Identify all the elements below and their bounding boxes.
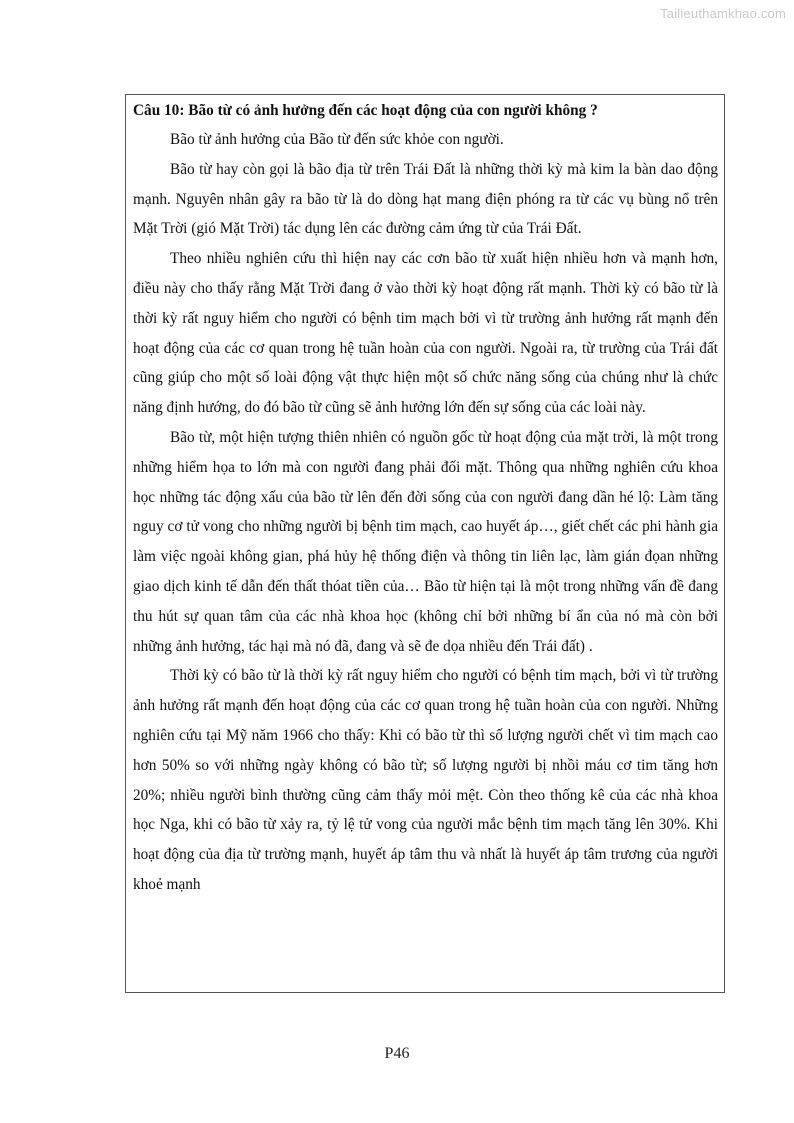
page-number: P46 xyxy=(384,1045,410,1062)
paragraph-definition: Bão từ hay còn gọi là bão địa từ trên Trái Đất là những thời kỳ mà kim la bàn dao động mạnh. Nguyên nhân gây ra bão từ là do dòng hạt mang điện phóng ra từ các vụ bùng nổ trên Mặt Trời (gió Mặt Trời) tác dụng lên các đường cảm ứng từ của Trái Đất. xyxy=(133,160,718,238)
paragraph-intro: Bão từ ảnh hưởng của Bão từ đến sức khỏe con người. xyxy=(170,131,504,148)
paragraph-hazards: Bão từ, một hiện tượng thiên nhiên có nguồn gốc từ hoạt động của mặt trời, là một trong những hiểm họa to lớn mà con người đang phải đối mặt. Thông qua những nghiên cứu khoa học những tác động xấu của bão từ lên đến đời sống của con người đang dần hé lộ: Làm tăng nguy cơ tử vong cho những người bị bệnh tim mạch, cao huyết áp…, giết chết các phi hành gia làm việc ngoài không gian, phá hủy hệ thống điện và thông tin liên lạc, làm gián đọan những giao dịch kinh tế dẫn đến thất thóat tiền của… Bão từ hiện tại là một trong những vấn đề đang thu hút sự quan tâm của các nhà khoa học (không chỉ bởi những bí ẩn của nó mà còn bởi những ảnh hưởng, tác hại mà nó đã, đang và sẽ đe dọa nhiều đến Trái đất) . xyxy=(133,428,718,655)
question-title: Câu 10: Bão từ có ảnh hưởng đến các hoạt động của con người không ? xyxy=(133,102,598,119)
watermark-text: Tailieuthamkhao.com xyxy=(660,6,786,21)
paragraph-health-statistics: Thời kỳ có bão từ là thời kỳ rất nguy hiểm cho người có bệnh tim mạch, bởi vì từ trường ảnh hưởng rất mạnh đến hoạt động của các cơ quan trong hệ tuần hoàn của con người. Những nghiên cứu tại Mỹ năm 1966 cho thấy: Khi có bão từ thì số lượng người chết vì tim mạch cao hơn 50% so với những ngày không có bão từ; số lượng người bị nhồi máu cơ tim tăng hơn 20%; nhiều người bình thường cũng cảm thấy mỏi mệt. Còn theo thống kê của các nhà khoa học Nga, khi có bão từ xảy ra, tỷ lệ tử vong của người mắc bệnh tim mạch tăng lên 30%. Khi hoạt động của địa từ trường mạnh, huyết áp tâm thu và nhất là huyết áp tâm trương của người khoẻ mạnh xyxy=(133,667,718,893)
document-content-box xyxy=(125,94,725,993)
paragraph-research: Theo nhiều nghiên cứu thì hiện nay các cơn bão từ xuất hiện nhiều hơn và mạnh hơn, điều này cho thấy rằng Mặt Trời đang ở vào thời kỳ hoạt động rất mạnh. Thời kỳ có bão từ là thời kỳ rất nguy hiểm cho người có bệnh tim mạch bởi vì từ trường ảnh hưởng rất mạnh đến hoạt động của các cơ quan trong hệ tuần hoàn của con người. Ngoài ra, từ trường của Trái đất cũng giúp cho một số loài động vật thực hiện một số chức năng sống của chúng như là chức năng định hướng, do đó bão từ cũng sẽ ảnh hưởng lớn đến sự sống của các loài này. xyxy=(133,250,718,417)
